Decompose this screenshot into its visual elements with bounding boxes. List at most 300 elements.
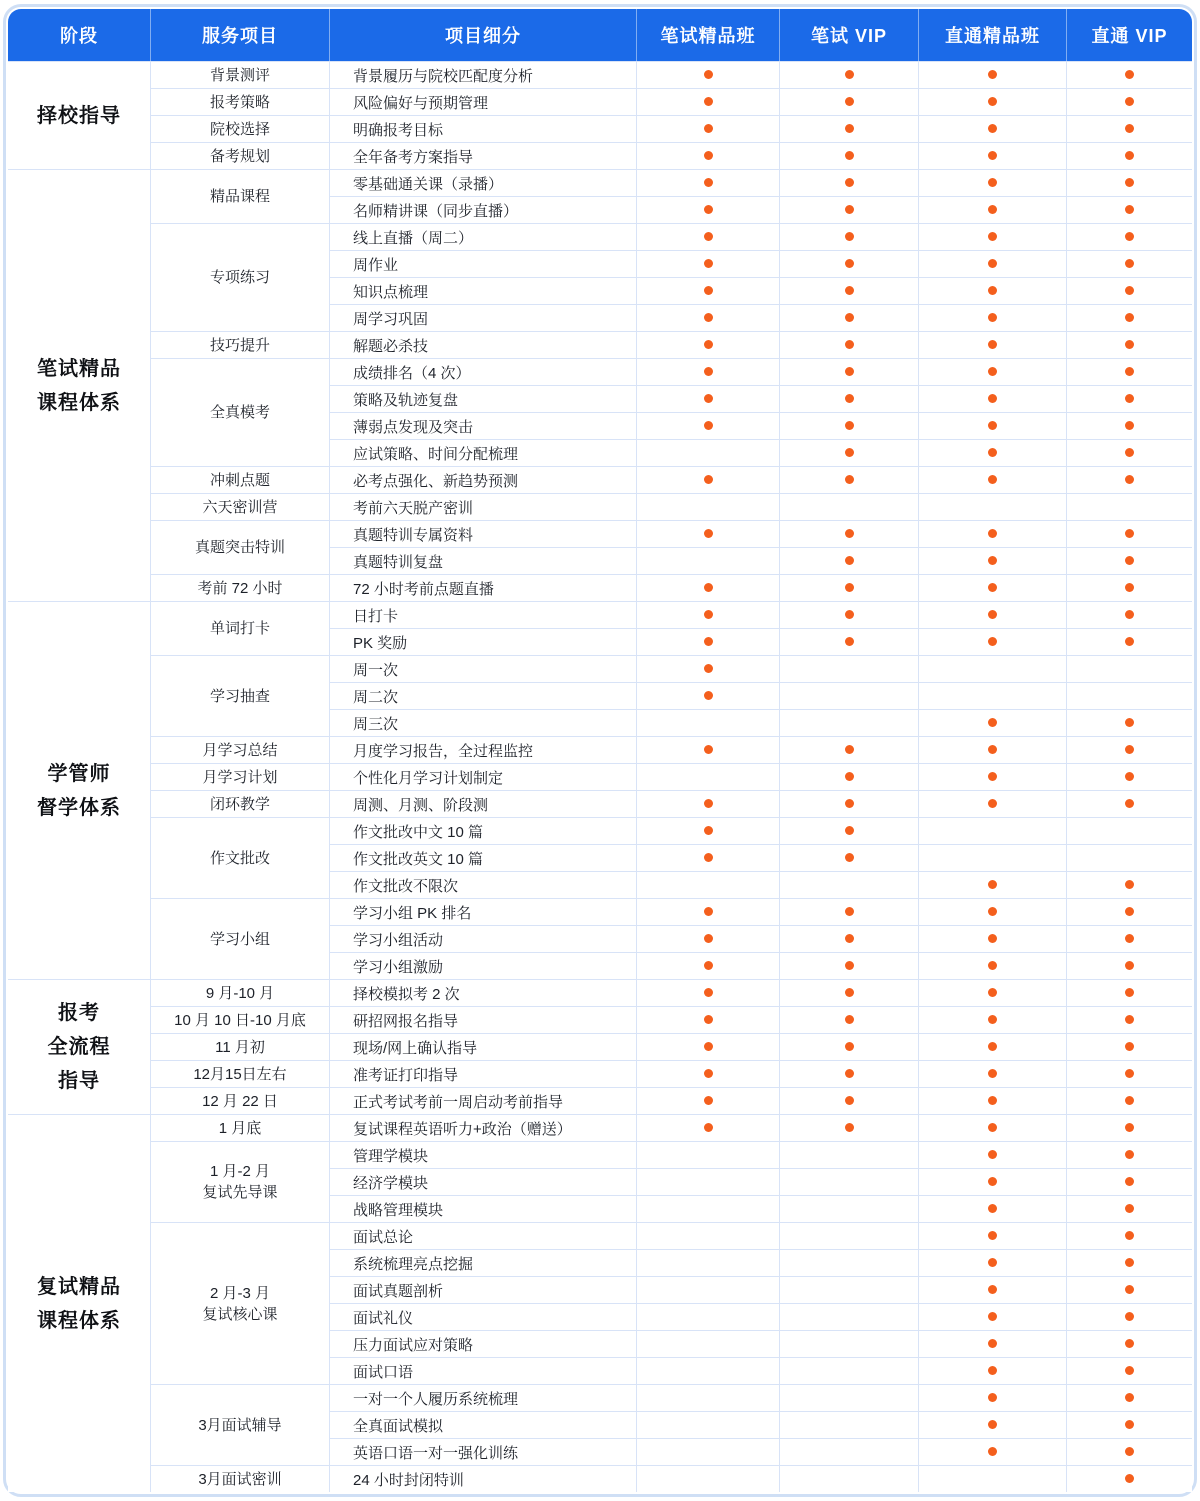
- detail-label: 一对一个人履历系统梳理: [329, 1384, 636, 1411]
- service-label: 复试核心课: [202, 1305, 278, 1323]
- plan-included-cell: [1066, 142, 1192, 169]
- included-dot-icon: [845, 421, 854, 430]
- plan-included-cell: [779, 196, 918, 223]
- plan-included-cell: [918, 1330, 1066, 1357]
- plan-included-cell: [779, 88, 918, 115]
- stage-cell: [8, 601, 150, 979]
- included-dot-icon: [1125, 1177, 1134, 1186]
- included-dot-icon: [988, 394, 997, 403]
- included-dot-icon: [1125, 1366, 1134, 1375]
- included-dot-icon: [988, 232, 997, 241]
- included-dot-icon: [1125, 1393, 1134, 1402]
- plan-included-cell: [779, 250, 918, 277]
- included-dot-icon: [845, 961, 854, 970]
- included-dot-icon: [1125, 961, 1134, 970]
- included-dot-icon: [845, 799, 854, 808]
- included-dot-icon: [988, 907, 997, 916]
- plan-included-cell: [1066, 1276, 1192, 1303]
- included-dot-icon: [704, 691, 713, 700]
- plan-included-cell: [779, 817, 918, 844]
- detail-label: 面试总论: [329, 1222, 636, 1249]
- included-dot-icon: [988, 475, 997, 484]
- plan-included-cell: [1066, 1438, 1192, 1465]
- included-dot-icon: [845, 286, 854, 295]
- stage-label: 笔试精品: [37, 357, 121, 380]
- plan-empty-cell: [636, 1357, 779, 1384]
- plan-included-cell: [1066, 925, 1192, 952]
- plan-included-cell: [1066, 250, 1192, 277]
- plan-included-cell: [918, 1384, 1066, 1411]
- plan-empty-cell: [1066, 493, 1192, 520]
- plan-empty-cell: [636, 1141, 779, 1168]
- service-cell: [150, 655, 329, 736]
- included-dot-icon: [1125, 340, 1134, 349]
- header-detail: 项目细分: [329, 9, 636, 61]
- plan-empty-cell: [636, 1168, 779, 1195]
- plan-included-cell: [636, 1006, 779, 1033]
- plan-included-cell: [636, 979, 779, 1006]
- plan-included-cell: [779, 142, 918, 169]
- plan-empty-cell: [636, 1411, 779, 1438]
- plan-included-cell: [636, 1114, 779, 1141]
- detail-label: 名师精讲课（同步直播）: [329, 196, 636, 223]
- detail-label: 经济学模块: [329, 1168, 636, 1195]
- service-cell: [150, 763, 329, 790]
- included-dot-icon: [988, 151, 997, 160]
- detail-label: 线上直播（周二）: [329, 223, 636, 250]
- plan-included-cell: [779, 1033, 918, 1060]
- table-row: [8, 1033, 1192, 1060]
- plan-empty-cell: [636, 1222, 779, 1249]
- included-dot-icon: [988, 448, 997, 457]
- included-dot-icon: [988, 1177, 997, 1186]
- included-dot-icon: [988, 70, 997, 79]
- plan-included-cell: [918, 223, 1066, 250]
- plan-included-cell: [1066, 574, 1192, 601]
- plan-included-cell: [779, 628, 918, 655]
- service-label: 全真模考: [209, 404, 270, 421]
- plan-included-cell: [636, 250, 779, 277]
- service-label: 10 月 10 日-10 月底: [174, 1011, 306, 1029]
- included-dot-icon: [988, 772, 997, 781]
- detail-label: 日打卡: [329, 601, 636, 628]
- plan-included-cell: [779, 61, 918, 88]
- detail-label: 系统梳理亮点挖掘: [329, 1249, 636, 1276]
- plan-included-cell: [1066, 223, 1192, 250]
- plan-included-cell: [918, 1168, 1066, 1195]
- table-row: [8, 898, 1192, 925]
- plan-included-cell: [918, 736, 1066, 763]
- header-direct-vip: 直通 VIP: [1066, 9, 1192, 61]
- plan-included-cell: [918, 1303, 1066, 1330]
- table-row: [8, 1384, 1192, 1411]
- included-dot-icon: [988, 1258, 997, 1267]
- included-dot-icon: [845, 313, 854, 322]
- included-dot-icon: [845, 124, 854, 133]
- included-dot-icon: [704, 313, 713, 322]
- plan-included-cell: [636, 817, 779, 844]
- plan-empty-cell: [779, 682, 918, 709]
- plan-included-cell: [918, 628, 1066, 655]
- service-label: 12月15日左右: [193, 1065, 287, 1083]
- plan-included-cell: [636, 196, 779, 223]
- plan-included-cell: [918, 277, 1066, 304]
- plan-included-cell: [1066, 61, 1192, 88]
- included-dot-icon: [1125, 259, 1134, 268]
- table-row: [8, 1141, 1192, 1168]
- plan-included-cell: [1066, 1060, 1192, 1087]
- included-dot-icon: [988, 934, 997, 943]
- included-dot-icon: [1125, 232, 1134, 241]
- detail-label: 月度学习报告，全过程监控: [329, 736, 636, 763]
- included-dot-icon: [988, 637, 997, 646]
- included-dot-icon: [1125, 205, 1134, 214]
- detail-label: 战略管理模块: [329, 1195, 636, 1222]
- table-row: [8, 88, 1192, 115]
- plan-included-cell: [1066, 1168, 1192, 1195]
- plan-included-cell: [779, 1060, 918, 1087]
- included-dot-icon: [845, 826, 854, 835]
- table-row: [8, 1222, 1192, 1249]
- table-row: [8, 601, 1192, 628]
- service-label: 12 月 22 日: [202, 1092, 278, 1110]
- detail-label: 复试课程英语听力+政治（赠送）: [329, 1114, 636, 1141]
- plan-included-cell: [636, 574, 779, 601]
- detail-label: 周测、月测、阶段测: [329, 790, 636, 817]
- detail-label: 研招网报名指导: [329, 1006, 636, 1033]
- plan-included-cell: [636, 115, 779, 142]
- included-dot-icon: [1125, 124, 1134, 133]
- detail-label: 零基础通关课（录播）: [329, 169, 636, 196]
- included-dot-icon: [1125, 1204, 1134, 1213]
- detail-label: 面试真题剖析: [329, 1276, 636, 1303]
- service-cell: [150, 1222, 329, 1384]
- service-cell: [150, 574, 329, 601]
- included-dot-icon: [845, 988, 854, 997]
- plan-included-cell: [1066, 1384, 1192, 1411]
- included-dot-icon: [845, 232, 854, 241]
- table-row: [8, 115, 1192, 142]
- included-dot-icon: [845, 853, 854, 862]
- detail-label: 周一次: [329, 655, 636, 682]
- included-dot-icon: [845, 178, 854, 187]
- plan-included-cell: [918, 871, 1066, 898]
- plan-included-cell: [636, 331, 779, 358]
- plan-included-cell: [779, 736, 918, 763]
- included-dot-icon: [988, 1042, 997, 1051]
- detail-label: 明确报考目标: [329, 115, 636, 142]
- stage-label: 报考: [58, 1002, 100, 1024]
- service-label: 真题突击特训: [194, 539, 285, 556]
- included-dot-icon: [1125, 448, 1134, 457]
- table-row: [8, 223, 1192, 250]
- plan-empty-cell: [636, 1438, 779, 1465]
- plan-empty-cell: [779, 1411, 918, 1438]
- table-row: [8, 493, 1192, 520]
- plan-included-cell: [779, 412, 918, 439]
- stage-cell: [8, 61, 150, 169]
- plan-included-cell: [918, 1114, 1066, 1141]
- detail-label: 作文批改英文 10 篇: [329, 844, 636, 871]
- plan-included-cell: [918, 601, 1066, 628]
- service-label: 月学习总结: [202, 741, 278, 759]
- service-label: 报考策略: [209, 93, 270, 111]
- plan-included-cell: [636, 169, 779, 196]
- detail-label: 周学习巩固: [329, 304, 636, 331]
- plan-included-cell: [918, 412, 1066, 439]
- plan-included-cell: [918, 1087, 1066, 1114]
- stage-cell: [8, 1114, 150, 1492]
- stage-label: 学管师: [47, 762, 111, 785]
- service-label: 2 月-3 月: [209, 1284, 270, 1302]
- included-dot-icon: [704, 745, 713, 754]
- plan-included-cell: [1066, 331, 1192, 358]
- detail-label: 知识点梳理: [329, 277, 636, 304]
- included-dot-icon: [1125, 1285, 1134, 1294]
- included-dot-icon: [845, 259, 854, 268]
- detail-label: 风险偏好与预期管理: [329, 88, 636, 115]
- included-dot-icon: [1125, 70, 1134, 79]
- plan-empty-cell: [636, 1249, 779, 1276]
- detail-label: 真题特训复盘: [329, 547, 636, 574]
- plan-included-cell: [918, 925, 1066, 952]
- service-cell: [150, 1384, 329, 1465]
- plan-empty-cell: [918, 655, 1066, 682]
- plan-included-cell: [636, 601, 779, 628]
- included-dot-icon: [1125, 1312, 1134, 1321]
- included-dot-icon: [988, 1231, 997, 1240]
- plan-included-cell: [1066, 601, 1192, 628]
- service-cell: [150, 331, 329, 358]
- plan-empty-cell: [779, 1168, 918, 1195]
- service-label: 考前 72 小时: [197, 579, 283, 597]
- plan-included-cell: [779, 304, 918, 331]
- header-written-vip: 笔试 VIP: [779, 9, 918, 61]
- included-dot-icon: [1125, 1339, 1134, 1348]
- plan-included-cell: [636, 682, 779, 709]
- included-dot-icon: [988, 1420, 997, 1429]
- included-dot-icon: [988, 880, 997, 889]
- service-cell: [150, 223, 329, 331]
- stage-label: 全流程: [47, 1036, 111, 1058]
- plan-included-cell: [779, 601, 918, 628]
- included-dot-icon: [988, 1393, 997, 1402]
- plan-included-cell: [636, 142, 779, 169]
- plan-included-cell: [779, 547, 918, 574]
- service-cell: [150, 466, 329, 493]
- included-dot-icon: [704, 826, 713, 835]
- plan-included-cell: [1066, 1411, 1192, 1438]
- included-dot-icon: [988, 1204, 997, 1213]
- included-dot-icon: [988, 1069, 997, 1078]
- service-cell: [150, 817, 329, 898]
- included-dot-icon: [845, 529, 854, 538]
- included-dot-icon: [1125, 529, 1134, 538]
- included-dot-icon: [988, 610, 997, 619]
- plan-included-cell: [636, 304, 779, 331]
- included-dot-icon: [1125, 1231, 1134, 1240]
- plan-included-cell: [636, 844, 779, 871]
- plan-included-cell: [1066, 547, 1192, 574]
- included-dot-icon: [988, 421, 997, 430]
- included-dot-icon: [704, 1042, 713, 1051]
- plan-included-cell: [918, 979, 1066, 1006]
- plan-included-cell: [636, 412, 779, 439]
- plan-included-cell: [1066, 790, 1192, 817]
- included-dot-icon: [704, 907, 713, 916]
- included-dot-icon: [988, 1123, 997, 1132]
- plan-included-cell: [918, 763, 1066, 790]
- included-dot-icon: [704, 394, 713, 403]
- included-dot-icon: [845, 367, 854, 376]
- table-row: [8, 466, 1192, 493]
- plan-empty-cell: [779, 1357, 918, 1384]
- plan-included-cell: [918, 547, 1066, 574]
- plan-included-cell: [918, 304, 1066, 331]
- plan-included-cell: [1066, 439, 1192, 466]
- service-label: 3月面试辅导: [198, 1416, 282, 1434]
- stage-label: 督学体系: [37, 796, 121, 819]
- plan-included-cell: [779, 979, 918, 1006]
- plan-included-cell: [636, 520, 779, 547]
- included-dot-icon: [845, 394, 854, 403]
- plan-included-cell: [918, 61, 1066, 88]
- included-dot-icon: [988, 1096, 997, 1105]
- plan-empty-cell: [779, 1141, 918, 1168]
- plan-included-cell: [636, 952, 779, 979]
- plan-included-cell: [918, 790, 1066, 817]
- plan-included-cell: [636, 790, 779, 817]
- plan-empty-cell: [636, 1465, 779, 1492]
- plan-included-cell: [918, 1411, 1066, 1438]
- plan-included-cell: [779, 520, 918, 547]
- plan-empty-cell: [636, 709, 779, 736]
- service-label: 技巧提升: [209, 336, 270, 354]
- plan-included-cell: [1066, 1222, 1192, 1249]
- service-cell: [150, 601, 329, 655]
- plan-empty-cell: [779, 1330, 918, 1357]
- plan-included-cell: [1066, 763, 1192, 790]
- included-dot-icon: [704, 664, 713, 673]
- service-cell: [150, 736, 329, 763]
- plan-included-cell: [636, 88, 779, 115]
- included-dot-icon: [704, 232, 713, 241]
- service-cell: [150, 493, 329, 520]
- plan-included-cell: [779, 844, 918, 871]
- service-label: 精品课程: [209, 188, 270, 205]
- plan-included-cell: [1066, 898, 1192, 925]
- included-dot-icon: [704, 286, 713, 295]
- table-row: [8, 979, 1192, 1006]
- included-dot-icon: [988, 1447, 997, 1456]
- plan-empty-cell: [636, 1195, 779, 1222]
- detail-label: 全年备考方案指导: [329, 142, 636, 169]
- plan-included-cell: [918, 1249, 1066, 1276]
- plan-empty-cell: [779, 871, 918, 898]
- service-cell: [150, 1087, 329, 1114]
- included-dot-icon: [1125, 1069, 1134, 1078]
- plan-empty-cell: [779, 1276, 918, 1303]
- included-dot-icon: [1125, 637, 1134, 646]
- plan-included-cell: [918, 1195, 1066, 1222]
- included-dot-icon: [988, 961, 997, 970]
- plan-included-cell: [1066, 736, 1192, 763]
- comparison-table-frame: [3, 4, 1197, 1497]
- included-dot-icon: [704, 340, 713, 349]
- service-label: 冲刺点题: [209, 471, 270, 489]
- plan-included-cell: [1066, 1249, 1192, 1276]
- service-cell: [150, 898, 329, 979]
- detail-label: 应试策略、时间分配梳理: [329, 439, 636, 466]
- included-dot-icon: [704, 124, 713, 133]
- included-dot-icon: [988, 1339, 997, 1348]
- plan-empty-cell: [636, 1276, 779, 1303]
- service-cell: [150, 1141, 329, 1222]
- included-dot-icon: [1125, 178, 1134, 187]
- detail-label: 择校模拟考 2 次: [329, 979, 636, 1006]
- service-label: 学习小组: [209, 930, 270, 948]
- detail-label: 作文批改中文 10 篇: [329, 817, 636, 844]
- included-dot-icon: [704, 529, 713, 538]
- plan-included-cell: [636, 925, 779, 952]
- plan-included-cell: [918, 1060, 1066, 1087]
- plan-included-cell: [1066, 1330, 1192, 1357]
- stage-label: 复试精品: [37, 1275, 121, 1298]
- header-stage: 阶段: [8, 9, 150, 61]
- plan-included-cell: [779, 331, 918, 358]
- table-row: [8, 1114, 1192, 1141]
- plan-included-cell: [1066, 1195, 1192, 1222]
- included-dot-icon: [1125, 286, 1134, 295]
- included-dot-icon: [845, 151, 854, 160]
- plan-included-cell: [1066, 304, 1192, 331]
- plan-empty-cell: [636, 493, 779, 520]
- included-dot-icon: [845, 637, 854, 646]
- plan-empty-cell: [779, 1195, 918, 1222]
- table-row: [8, 520, 1192, 547]
- plan-included-cell: [1066, 871, 1192, 898]
- included-dot-icon: [704, 178, 713, 187]
- table-body: [8, 61, 1192, 1492]
- plan-included-cell: [918, 1438, 1066, 1465]
- plan-empty-cell: [779, 1465, 918, 1492]
- included-dot-icon: [845, 1069, 854, 1078]
- detail-label: 正式考试考前一周启动考前指导: [329, 1087, 636, 1114]
- included-dot-icon: [988, 97, 997, 106]
- service-cell: [150, 979, 329, 1006]
- detail-label: 解题必杀技: [329, 331, 636, 358]
- plan-included-cell: [1066, 1006, 1192, 1033]
- included-dot-icon: [1125, 367, 1134, 376]
- plan-included-cell: [1066, 358, 1192, 385]
- included-dot-icon: [845, 97, 854, 106]
- included-dot-icon: [704, 637, 713, 646]
- plan-included-cell: [1066, 466, 1192, 493]
- detail-label: 作文批改不限次: [329, 871, 636, 898]
- plan-empty-cell: [1066, 844, 1192, 871]
- included-dot-icon: [1125, 1258, 1134, 1267]
- included-dot-icon: [1125, 772, 1134, 781]
- header-written-premium: 笔试精品班: [636, 9, 779, 61]
- plan-included-cell: [918, 115, 1066, 142]
- plan-empty-cell: [779, 1438, 918, 1465]
- plan-included-cell: [918, 358, 1066, 385]
- plan-included-cell: [1066, 709, 1192, 736]
- service-cell: [150, 1114, 329, 1141]
- stage-cell: [8, 169, 150, 601]
- included-dot-icon: [704, 475, 713, 484]
- plan-included-cell: [779, 115, 918, 142]
